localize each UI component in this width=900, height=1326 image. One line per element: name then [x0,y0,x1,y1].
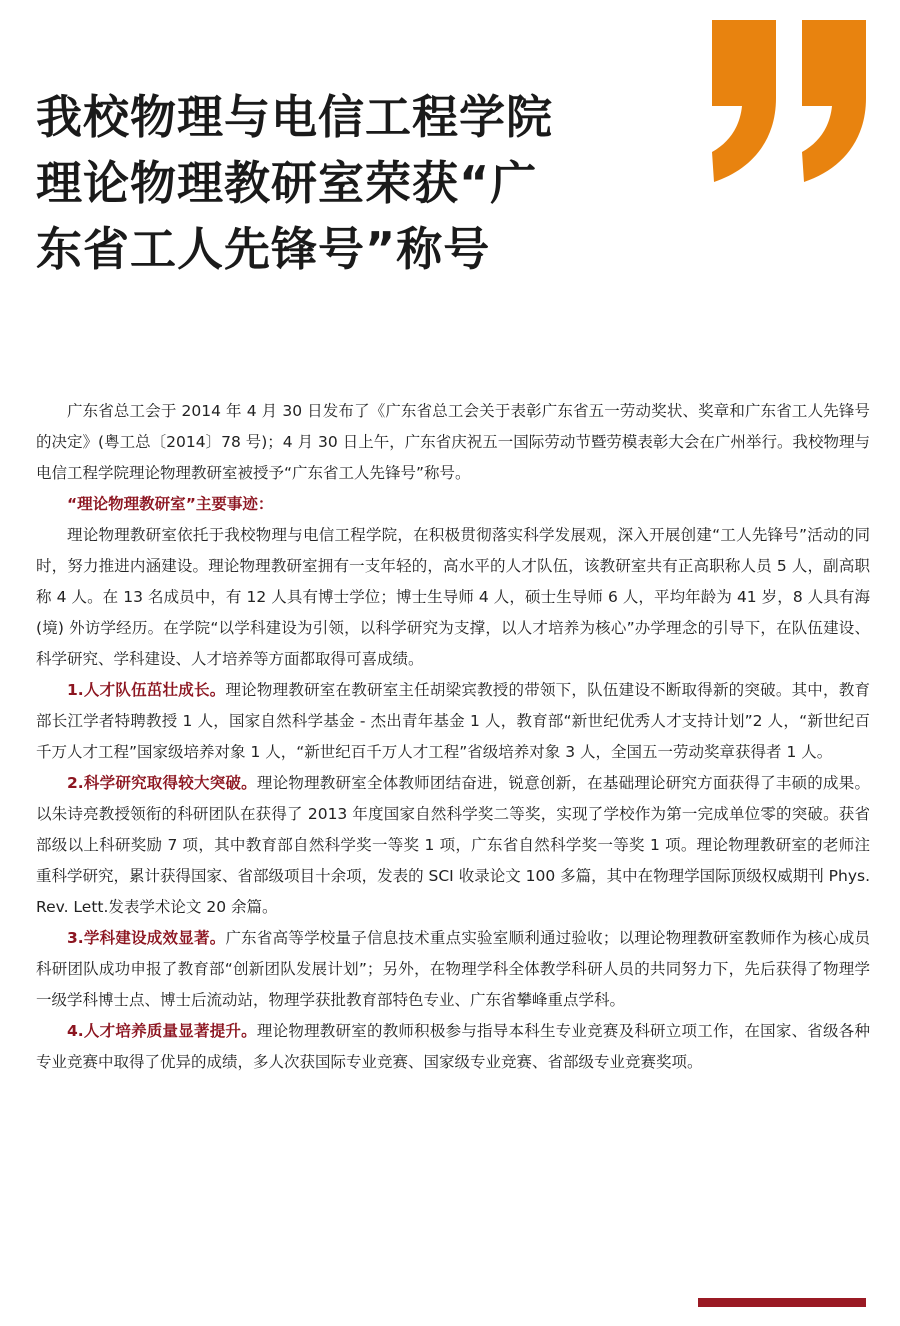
section-paragraph-2 [36,768,870,923]
section-paragraph-1 [36,675,870,768]
section-text-3: 广东省高等学校量子信息技术重点实验室顺利通过验收；以理论物理教研室教师作为核心成员科研团队成功申报了教育部“创新团队发展计划”；另外，在物理学科全体教学科研人员的共同努力下，先后获得了物理学一级学科博士点、博士后流动站，物理学获批教育部特色专业、广东省攀峰重点学科。 [36,929,870,1009]
section-heading-4: 4.人才培养质量显著提升。 [67,1022,257,1040]
section-paragraph-4 [36,1016,870,1078]
intro-paragraph: 广东省总工会于 2014 年 4 月 30 日发布了《广东省总工会关于表彰广东省五一劳动奖状、奖章和广东省工人先锋号的决定》(粤工总〔2014〕78 号)；4 月 30 日上午，广东省庆祝五一国际劳动节暨劳模表彰大会在广州举行。我校物理与电信工程学院理论物理教研室被授予“广东省工人先锋号”称号。 [36,402,870,482]
deeds-heading: “理论物理教研室”主要事迹： [67,495,274,513]
title-line-1: 我校物理与电信工程学院 [36,90,553,144]
section-heading-1: 1.人才队伍茁壮成长。 [67,681,226,699]
section-paragraph-3 [36,923,870,1016]
footer-accent-bar [698,1298,866,1307]
overview-paragraph: 理论物理教研室依托于我校物理与电信工程学院，在积极贯彻落实科学发展观，深入开展创建“工人先锋号”活动的同时，努力推进内涵建设。理论物理教研室拥有一支年轻的，高水平的人才队伍，该教研室共有正高职称人员 5 人，副高职称 4 人。在 13 名成员中，有 12 人具有博士学位；博士生导师 4 人，硕士生导师 6 人，平均年龄为 41 岁，8 人具有海 (境) 外访学经历。在学院“以学科建设为引领，以科学研究为支撑，以人才培养为核心”办学理念的引导下，在队伍建设、科学研究、学科建设、人才培养等方面都取得可喜成绩。 [36,526,870,668]
closing-double-quote-icon [712,20,870,182]
title-line-2: 理论物理教研室荣获“广 [36,156,538,210]
title-line-3: 东省工人先锋号”称号 [36,222,491,276]
section-text-2: 理论物理教研室全体教师团结奋进，锐意创新，在基础理论研究方面获得了丰硕的成果。以朱诗亮教授领衔的科研团队在获得了 2013 年度国家自然科学奖二等奖，实现了学校作为第一完成单位零的突破。获省部级以上科研奖励 7 项，其中教育部自然科学奖一等奖 1 项，广东省自然科学奖一等奖 1 项。理论物理教研室的老师注重科学研究，累计获得国家、省部级项目十余项，发表的 SCI 收录论文 100 多篇，其中在物理学国际顶级权威期刊 Phys. Rev. Lett.发表学术论文 20 余篇。 [36,774,870,916]
article-body [36,396,870,1078]
section-text-1: 理论物理教研室在教研室主任胡梁宾教授的带领下，队伍建设不断取得新的突破。其中，教育部长江学者特聘教授 1 人，国家自然科学基金 - 杰出青年基金 1 人，教育部“新世纪优秀人才支持计划”2 人，“新世纪百千万人才工程”国家级培养对象 1 人，“新世纪百千万人才工程”省级培养对象 3 人，全国五一劳动奖章获得者 1 人。 [36,681,870,761]
section-text-4: 理论物理教研室的教师积极参与指导本科生专业竞赛及科研立项工作，在国家、省级各种专业竞赛中取得了优异的成绩，多人次获国际专业竞赛、国家级专业竞赛、省部级专业竞赛奖项。 [36,1022,870,1071]
section-heading-3: 3.学科建设成效显著。 [67,929,226,947]
article-title [36,84,696,282]
quote-mark-right [802,20,866,182]
quote-mark-left [712,20,776,182]
section-heading-2: 2.科学研究取得较大突破。 [67,774,257,792]
